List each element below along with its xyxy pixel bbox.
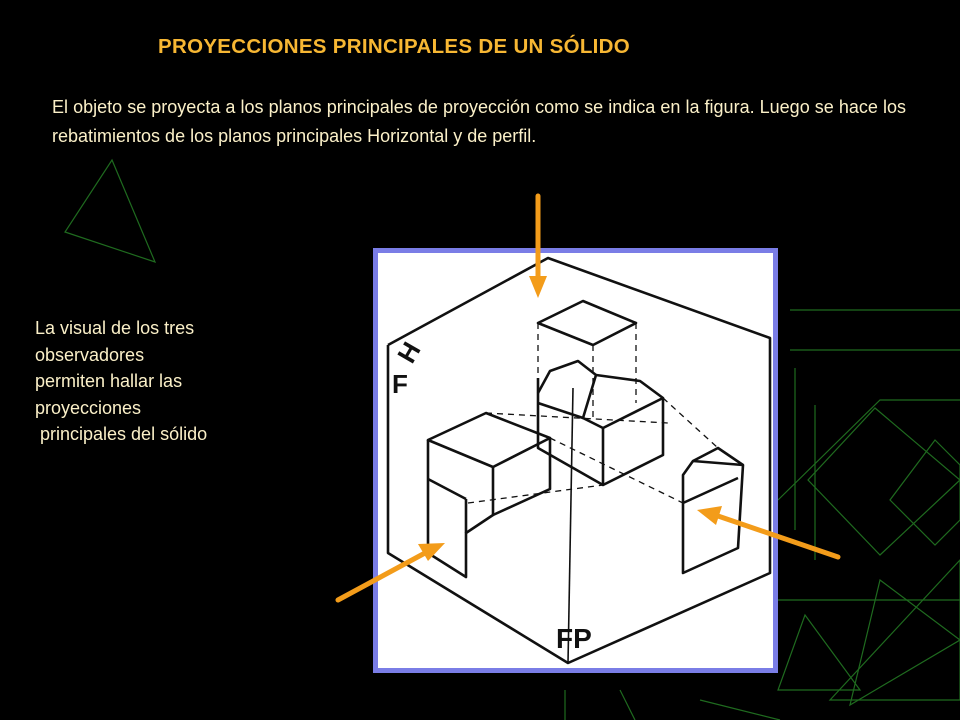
intro-paragraph: El objeto se proyecta a los planos principales de proyección como se indica en la figura. Luego se hace los rebatimientos de los planos principales Horizontal y de perfil. bbox=[52, 97, 906, 146]
observers-note: La visual de los tres observadores permiten hallar las proyecciones principales del sólido bbox=[35, 318, 208, 444]
center-block-slope bbox=[538, 361, 596, 418]
plane-label-h: H bbox=[391, 336, 427, 368]
projection-figure bbox=[373, 248, 778, 673]
center-block-top bbox=[538, 301, 636, 345]
plane-label-fp: FP bbox=[556, 623, 592, 654]
bg-line bbox=[700, 700, 780, 720]
right-block bbox=[683, 448, 743, 573]
bg-diamond bbox=[808, 408, 960, 555]
left-block-face bbox=[428, 440, 493, 577]
bg-triangle bbox=[778, 615, 860, 690]
bg-triangle bbox=[65, 160, 155, 262]
plane-outer-edges bbox=[388, 258, 770, 663]
right-block-edge bbox=[693, 461, 743, 465]
projection-line bbox=[663, 398, 718, 448]
left-block-top bbox=[428, 413, 550, 467]
center-block-body bbox=[538, 378, 663, 485]
isometric-solid-drawing bbox=[378, 253, 773, 668]
bg-diamond bbox=[890, 440, 960, 545]
projection-line bbox=[486, 413, 668, 423]
bg-line bbox=[620, 690, 635, 720]
plane-vertical-corner bbox=[568, 388, 573, 663]
left-block-edge bbox=[428, 479, 466, 499]
slide-title: PROYECCIONES PRINCIPALES DE UN SÓLIDO bbox=[158, 35, 631, 58]
projection-line bbox=[468, 485, 603, 503]
bg-triangle bbox=[850, 580, 960, 705]
plane-label-f: F bbox=[392, 369, 408, 399]
